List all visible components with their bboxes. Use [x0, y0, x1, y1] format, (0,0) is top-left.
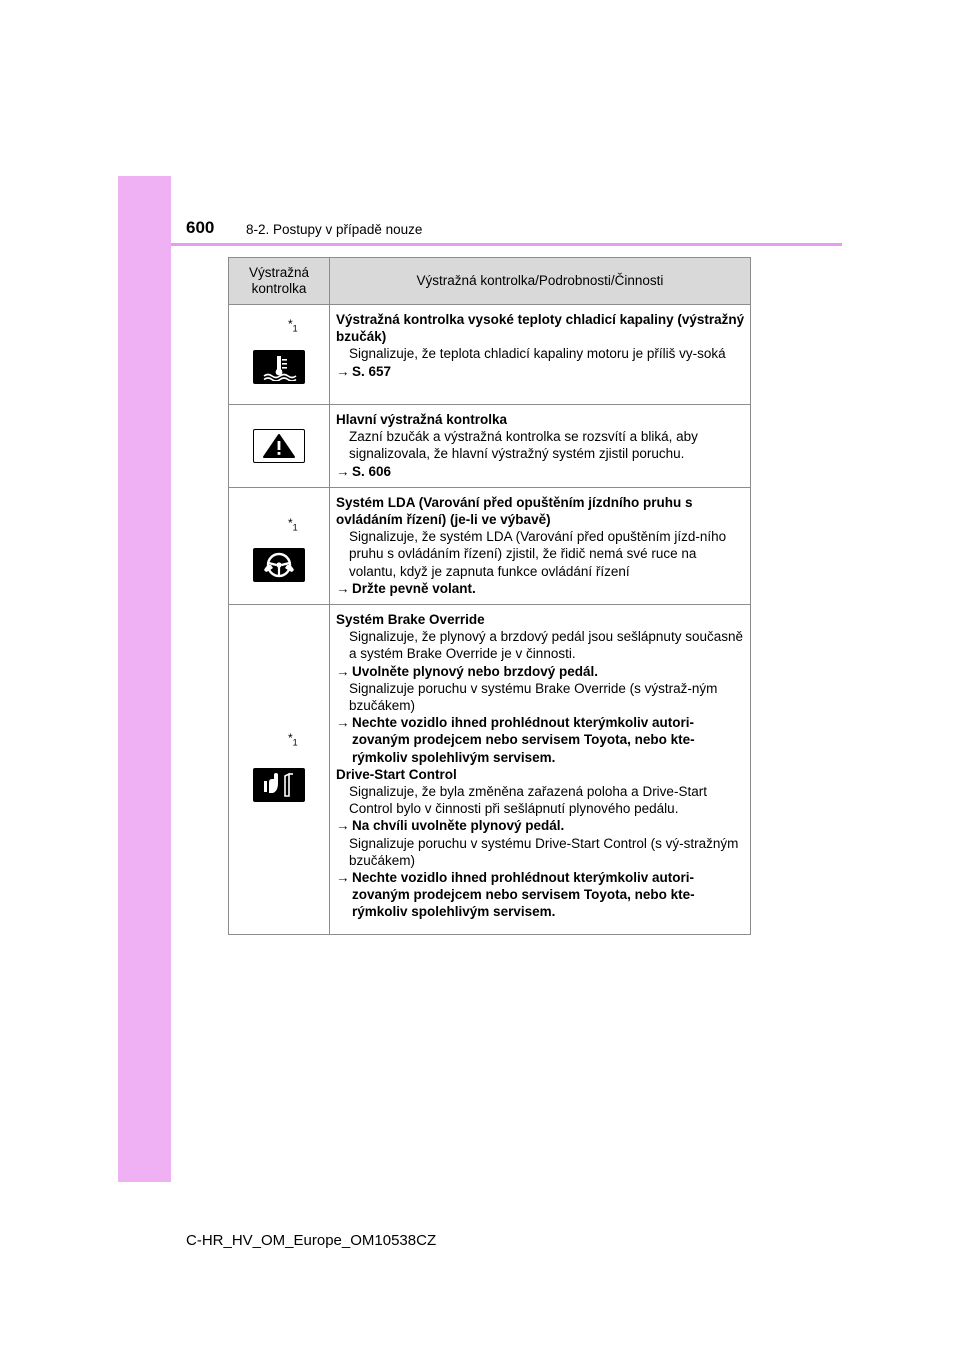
icon-cell — [229, 605, 330, 935]
arrow-right-icon: → — [336, 463, 350, 479]
table-header-row — [229, 258, 751, 305]
item-description: Signalizuje, že teplota chladicí kapaliny motoru je příliš vy-soká — [349, 346, 726, 362]
footnote-marker: $*_1$ — [288, 317, 298, 334]
item-description: Signalizuje poruchu v systému Brake Override (s výstraž-ným bzučákem) — [349, 680, 718, 714]
side-band — [118, 176, 171, 1182]
arrow-right-icon: → — [336, 818, 350, 834]
description-cell — [330, 487, 751, 604]
item-description: Signalizuje, že systém LDA (Varování před opuštěním jízd-ního pruhu s ovládáním řízení) zjistil, že řidič nemá své ruce na volantu, když je zapnuta funkce ovládání řízení — [349, 529, 727, 579]
footnote-marker: $*_1$ — [288, 515, 298, 533]
action-reference: → S. 606 — [336, 463, 392, 479]
table-row — [229, 405, 751, 488]
document-code: C-HR_HV_OM_Europe_OM10538CZ — [186, 1232, 437, 1249]
item-title: Hlavní výstražná kontrolka — [336, 412, 508, 427]
item-title: Systém Brake Override — [336, 612, 485, 628]
brake-override-pedal-icon — [253, 768, 305, 802]
description-cell — [330, 405, 751, 488]
item-description: Zazní bzučák a výstražná kontrolka se rozsvítí a bliká, aby signalizovala, že hlavní výstražný systém zjistil poruchu. — [349, 429, 698, 462]
action-reference: → Nechte vozidlo ihned prohlédnout kterýmkoliv autori-zovaným prodejcem nebo servisem Toyota, nebo kte-rýmkoliv spolehlivým servisem. — [336, 870, 695, 920]
item-title: Výstražná kontrolka vysoké teploty chladicí kapaliny (výstražný bzučák) — [336, 312, 745, 345]
header-rule — [171, 243, 842, 246]
arrow-right-icon: → — [336, 715, 350, 731]
coolant-temperature-icon — [253, 350, 305, 384]
action-reference: → Uvolněte plynový nebo brzdový pedál. — [336, 663, 599, 679]
table-row — [229, 305, 751, 405]
action-reference: → S. 657 — [336, 363, 392, 379]
action-reference: → Nechte vozidlo ihned prohlédnout kterýmkoliv autori-zovaným prodejcem nebo servisem Toyota, nebo kte-rýmkoliv spolehlivým servisem. — [336, 715, 695, 765]
arrow-right-icon: → — [336, 663, 350, 679]
description-cell — [330, 305, 751, 405]
arrow-right-icon: → — [336, 870, 350, 886]
warning-lights-table — [228, 257, 751, 935]
icon-cell — [229, 305, 330, 405]
arrow-right-icon: → — [336, 580, 350, 596]
item-description: Signalizuje, že plynový a brzdový pedál jsou sešlápnuty současně a systém Brake Override je v činnosti. — [349, 629, 743, 662]
page-number: 600 — [186, 218, 215, 237]
item-description: Signalizuje, že byla změněna zařazená poloha a Drive-Start Control bylo v činnosti při sešlápnutí plynového pedálu. — [349, 784, 707, 817]
item-title: Drive-Start Control — [336, 766, 457, 782]
section-title: 8-2. Postupy v případě nouze — [246, 222, 423, 237]
footnote-marker: $*_1$ — [288, 731, 298, 748]
arrow-right-icon: → — [336, 363, 350, 379]
description-cell — [330, 605, 751, 935]
icon-cell — [229, 405, 330, 488]
item-description: Signalizuje poruchu v systému Drive-Start Control (s vý-stražným bzučákem) — [349, 835, 739, 868]
action-reference: → Na chvíli uvolněte plynový pedál. — [336, 818, 565, 834]
icon-cell — [229, 487, 330, 604]
table-row — [229, 605, 751, 935]
lda-steering-hands-icon — [253, 548, 305, 582]
col-header-details: Výstražná kontrolka/Podrobnosti/Činnosti — [330, 258, 751, 305]
item-title: Systém LDA (Varování před opuštěním jízdního pruhu s ovládáním řízení) (je-li ve výbavě) — [336, 494, 693, 528]
action-reference: → Držte pevně volant. — [336, 580, 476, 596]
table-row — [229, 487, 751, 604]
master-warning-icon — [253, 429, 305, 463]
col-header-warning-light: Výstražná kontrolka — [229, 258, 330, 305]
